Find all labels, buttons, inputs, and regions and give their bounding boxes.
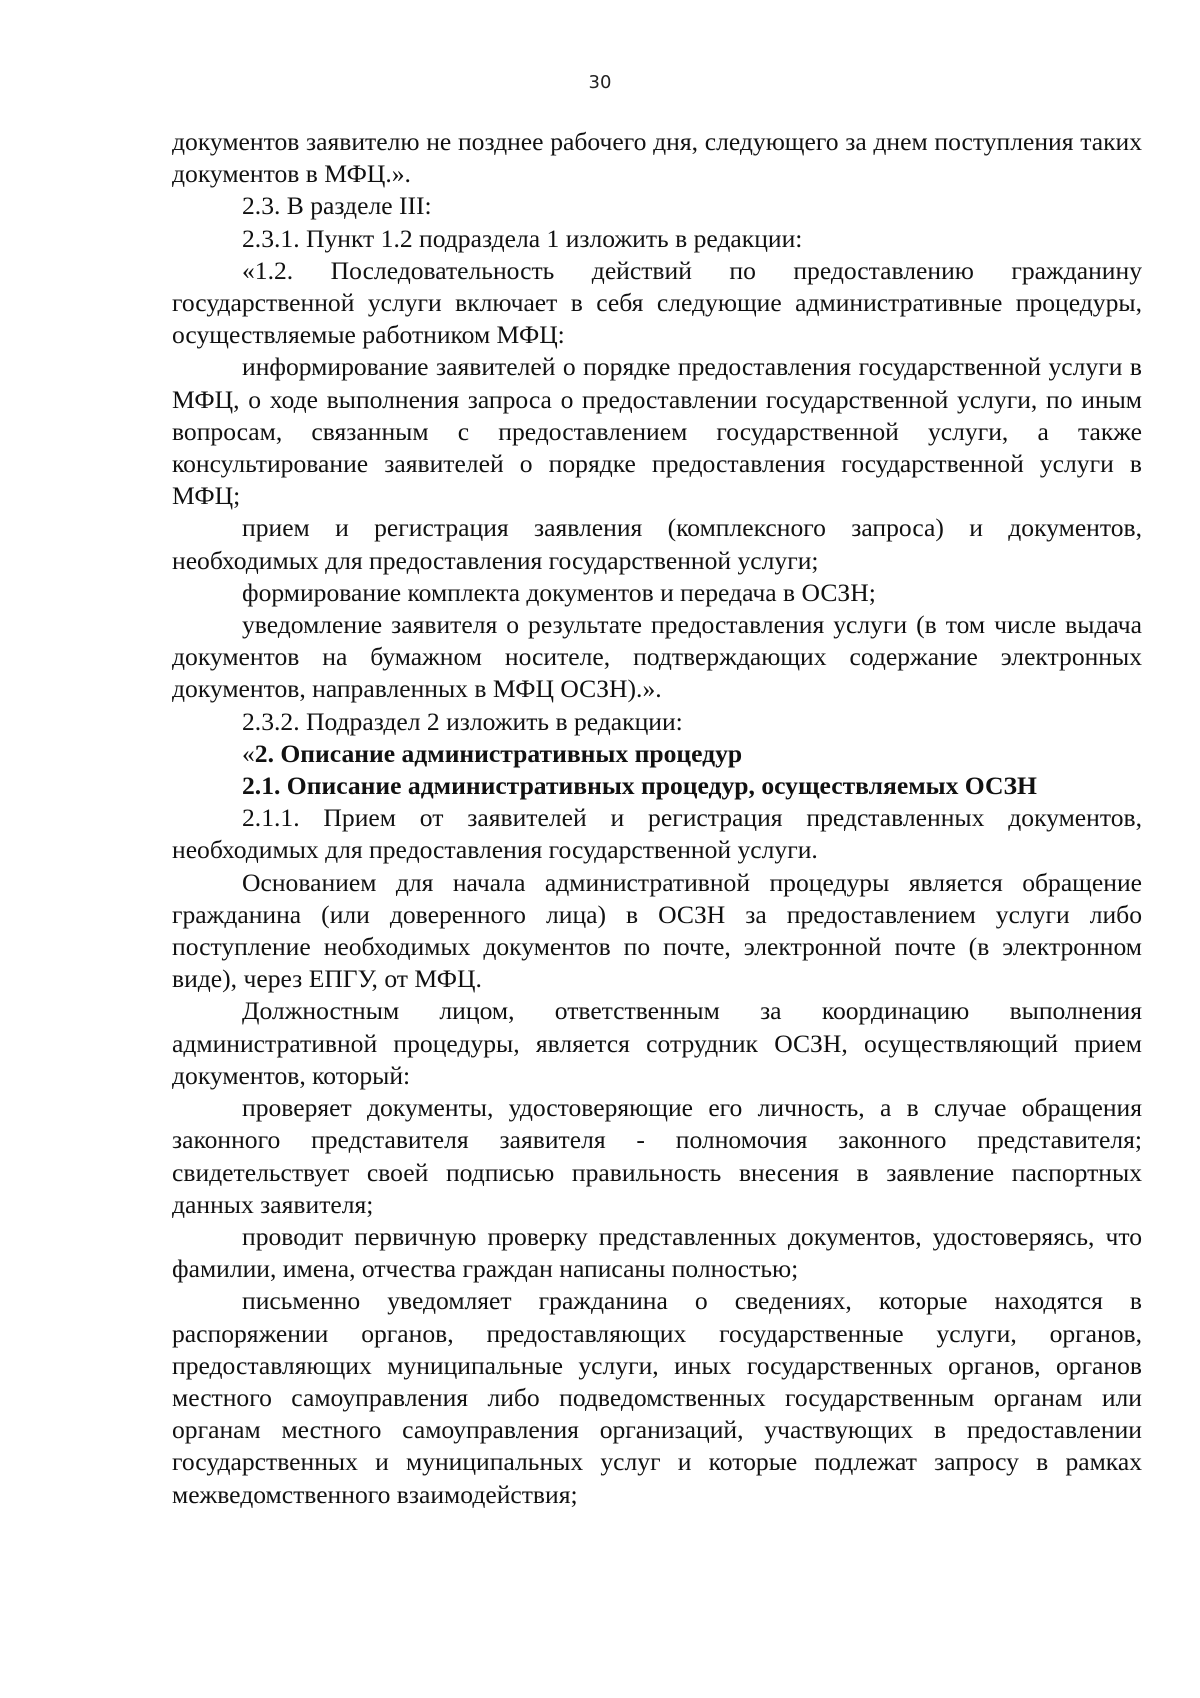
paragraph-informing: информирование заявителей о порядке предоставления государственной услуги в МФЦ, о ходе выполнения запроса о предоставлении государственной услуги, по иным вопросам, связанным с предоставлением государственной услуги, а также консультирование заявителей о порядке предоставления государственной услуги в МФЦ; bbox=[172, 352, 1142, 511]
paragraph-section-2-3: 2.3. В разделе III: bbox=[242, 191, 432, 221]
paragraph-quote-1-2: «1.2. Последовательность действий по предоставлению гражданину государственной услуги включает в себя следующие административные процедуры, осуществляемые работником МФЦ: bbox=[172, 255, 1142, 350]
paragraph-continuation: документов заявителю не позднее рабочего дня, следующего за днем поступления таких документов в МФЦ.». bbox=[172, 127, 1142, 189]
paragraph-responsible-officer: Должностным лицом, ответственным за координацию выполнения административной процедуры, является сотрудник ОСЗН, осуществляющий прием документов, который: bbox=[172, 996, 1142, 1090]
paragraph-item-2-3-2: 2.3.2. Подраздел 2 изложить в редакции: bbox=[242, 706, 683, 736]
heading-procedures bbox=[172, 738, 1142, 770]
paragraph-written-notice: письменно уведомляет гражданина о сведениях, которые находятся в распоряжении органов, предоставляющих государственные услуги, органов, предоставляющих муниципальные услуги, иных государственных органов, органов местного самоуправления либо подведомственных государственным органам или органам местного самоуправления организаций, участвующих в предоставлении государственных и муниципальных услуг и которые подлежат запросу в рамках межведомственного взаимодействия; bbox=[172, 1286, 1142, 1509]
paragraph-item-2-3-1: 2.3.1. Пункт 1.2 подраздела 1 изложить в редакции: bbox=[242, 223, 803, 253]
paragraph-notification: уведомление заявителя о результате предоставления услуги (в том числе выдача документов на бумажном носителе, подтверждающих содержание электронных документов, направленных в МФЦ ОСЗН).». bbox=[172, 610, 1142, 704]
paragraph-forming: формирование комплекта документов и передача в ОСЗН; bbox=[242, 577, 876, 607]
heading-procedures-text: 2. Описание административных процедур bbox=[254, 738, 743, 768]
paragraph-checks-documents: проверяет документы, удостоверяющие его личность, а в случае обращения законного представителя заявителя - полномочия законного представителя; свидетельствует своей подписью правильность внесения в заявление паспортных данных заявителя; bbox=[172, 1093, 1142, 1219]
document-body bbox=[172, 126, 1142, 1511]
paragraph-grounds: Основанием для начала административной процедуры является обращение гражданина (или доверенного лица) в ОСЗН за предоставлением услуги либо поступление необходимых документов по почте, электронной почте (в электронном виде), через ЕПГУ, от МФЦ. bbox=[172, 867, 1142, 994]
paragraph-primary-check: проводит первичную проверку представленных документов, удостоверяясь, что фамилии, имена, отчества граждан написаны полностью; bbox=[172, 1221, 1142, 1284]
opening-quote: « bbox=[242, 738, 255, 768]
paragraph-reception: прием и регистрация заявления (комплексного запроса) и документов, необходимых для предоставления государственной услуги; bbox=[172, 513, 1142, 575]
heading-oszn-procedures: 2.1. Описание административных процедур, осуществляемых ОСЗН bbox=[242, 771, 1037, 801]
paragraph-item-2-1-1: 2.1.1. Прием от заявителей и регистрация представленных документов, необходимых для предоставления государственной услуги. bbox=[172, 803, 1142, 865]
page-number: 30 bbox=[588, 72, 612, 93]
